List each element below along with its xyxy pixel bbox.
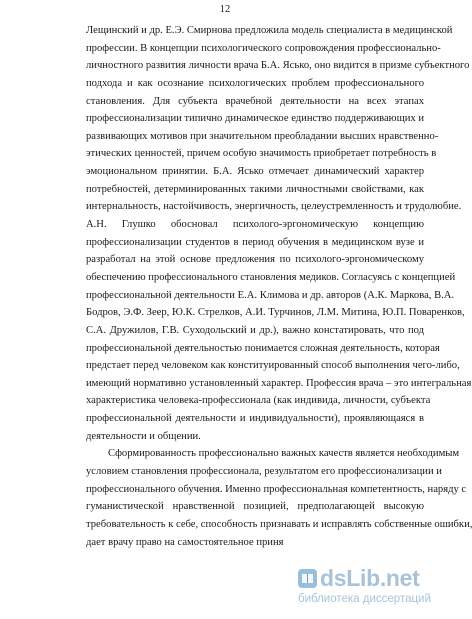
document-body — [86, 22, 472, 551]
text-line: профессии. В концепции психологического сопровождения профессионально- — [86, 42, 441, 54]
text-line: подхода и как осознание психологических проблем профессионального — [86, 77, 424, 89]
text-line: гуманистической нравственной позицией, предполагающей высокую — [86, 501, 424, 513]
text-line: профессионализации студентов в период обучения в медицинском вузе и — [86, 236, 424, 248]
paragraph-end-line: деятельности и общении. — [86, 430, 201, 442]
text-line: эмоциональном принятии. Б.А. Ясько отмечает динамический характер — [86, 166, 424, 178]
text-line: профессиональной деятельности Е.А. Климова и др. авторов (А.К. Маркова, В.А. — [86, 289, 455, 301]
text-line: Лещинский и др. Е.Э. Смирнова предложила модель специалиста в медицинской — [86, 25, 453, 36]
text-line: Бодров, Э.Ф. Зеер, Ю.К. Стрелков, А.И. Турчинов, Л.М. Митина, Ю.П. Поваренков, — [86, 307, 465, 319]
text-line: С.А. Дружилов, Г.В. Суходольский и др.), важно констатировать, что под — [86, 324, 424, 336]
text-line: становления. Для субъекта врачебной деятельности на всех этапах — [86, 95, 424, 107]
text-line: профессионального обучения. Именно профессиональная компетентность, наряду с — [86, 483, 467, 495]
dslib-watermark — [298, 565, 448, 617]
text-line: предстает перед человеком как конституированный способ выполнения чего-либо, — [86, 360, 460, 372]
text-line: развивающих мотивов при значительном преобладании высших нравственно- — [86, 130, 439, 142]
text-line: требовательность к себе, способность признавать и исправлять собственные ошибки, — [86, 518, 472, 530]
text-line: профессиональной деятельности и индивидуальности), проявляющаяся в — [86, 413, 424, 425]
watermark-brand: dsLib.net — [320, 565, 420, 591]
watermark-subtitle: библиотека диссертаций — [298, 593, 431, 605]
text-line: потребностей, детерминированных такими личностными свойствами, как — [86, 183, 424, 195]
paragraph-first-line: Сформированность профессионально важных качеств является необходимым — [108, 448, 460, 460]
book-icon — [298, 569, 317, 588]
text-line: имеющий нормативно установленный характер. Профессия врача – это интегральная — [86, 377, 472, 389]
text-line: личностного развития личности врача Б.А. Ясько, оно видится в призме субъектного — [86, 60, 470, 72]
text-line: А.Н. Глушко обосновал психолого-эргономическую концепцию — [86, 219, 424, 231]
text-line: этических ценностей, причем особую значимость приобретает потребность в — [86, 148, 437, 160]
text-line: обеспечению профессионального становления медиков. Согласуясь с концепцией — [86, 271, 456, 283]
text-line: профессионализации типично динамическое единство поддерживающих и — [86, 113, 425, 125]
text-line: интернальность, настойчивость, энергичность, целеустремленность и трудолюбие. — [86, 201, 462, 213]
text-line: характеристика человека-профессионала (как индивида, личности, субъекта — [86, 395, 431, 407]
text-line: профессиональной деятельностью понимается сложная деятельность, которая — [86, 342, 440, 354]
text-line: условием становления профессионала, результатом его профессионализации и — [86, 466, 442, 478]
truncated-text-line: дает врачу право на самостоятельное приня — [86, 536, 284, 548]
text-line: разработал на этой основе предложения по психолого-эргономическому — [86, 254, 424, 266]
page-number: 12 — [219, 4, 231, 15]
